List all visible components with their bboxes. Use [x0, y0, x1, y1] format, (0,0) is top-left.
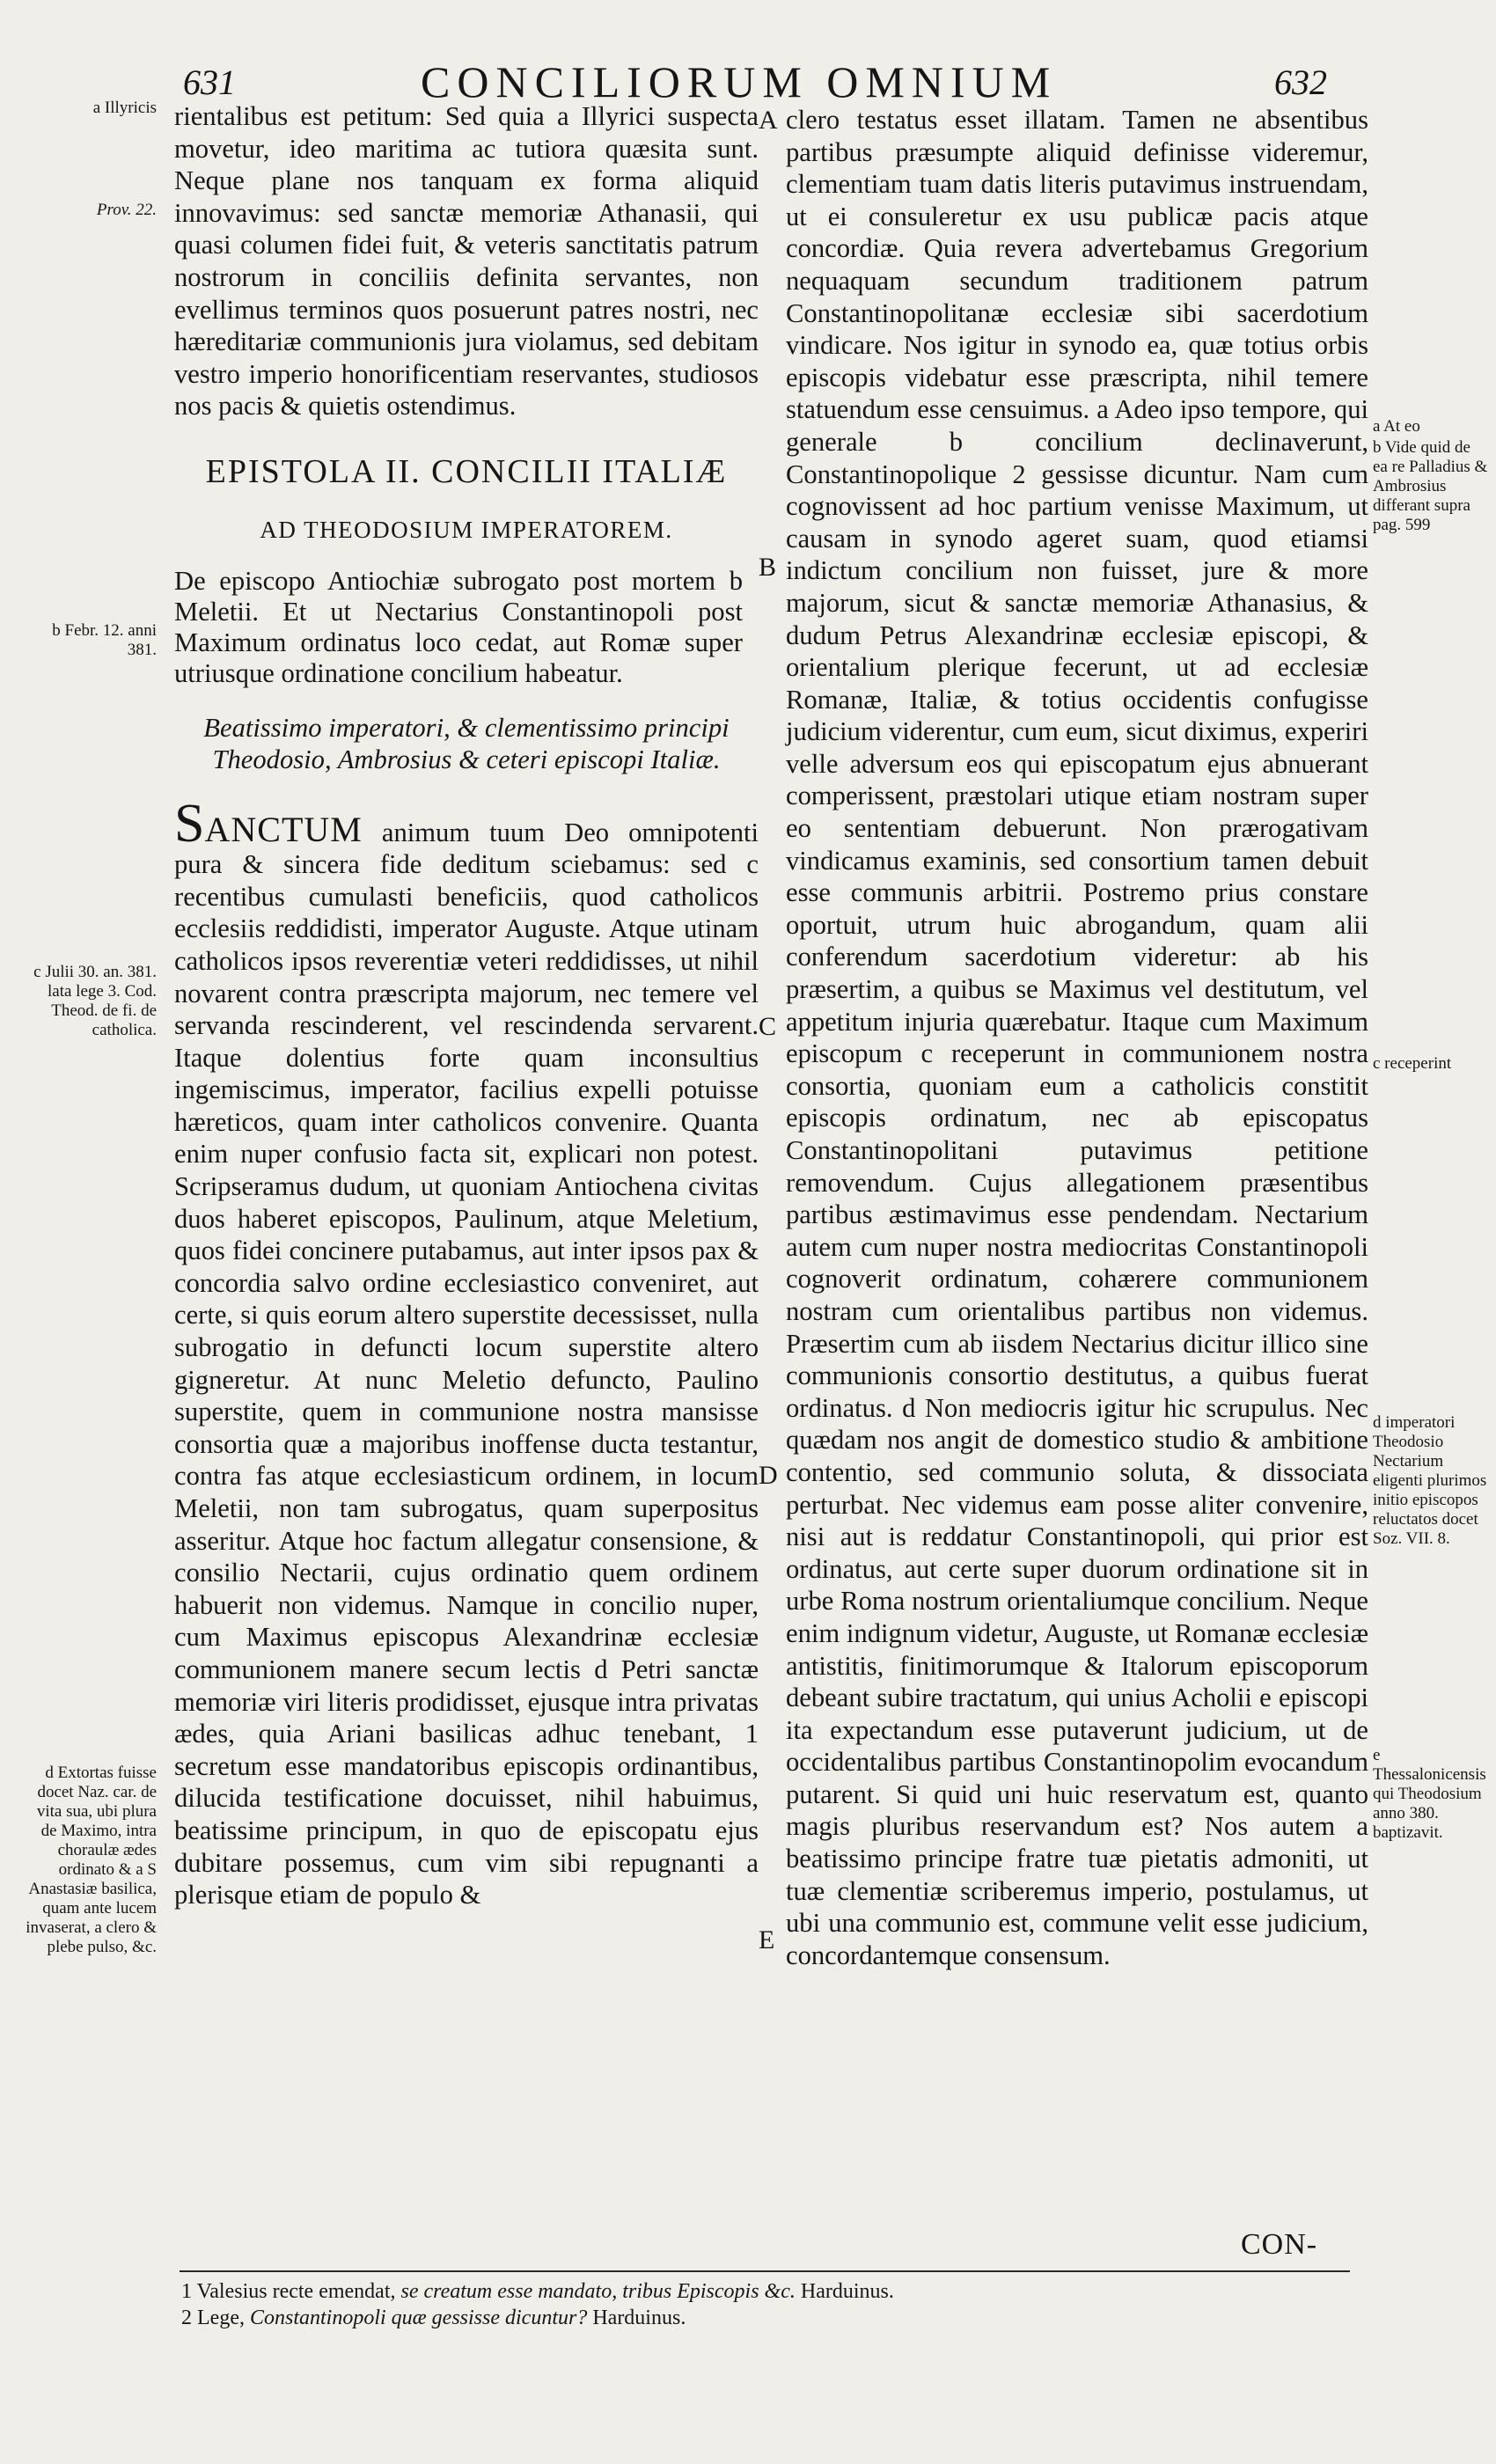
- section-label-c: C: [759, 1012, 777, 1041]
- footnote-number: 1: [181, 2280, 192, 2303]
- page-number-left: 631: [183, 62, 236, 102]
- right-column-text: clero testatus esset illatam. Tamen ne absentibus partibus præsumpte aliquid definisse videremur, clementiam tuam datis literis putavimus instruendam, ut ei consuleretur ex usu publicæ pacis atque concordiæ. Quia revera advertebamus Gregorium nequaquam secundum traditionem patrum Constantinopolitanæ ecclesiæ sibi sacerdotium vindicare. Nos igitur in synodo ea, quæ totius orbis episcopis videbatur esse præscripta, nihil temere statuendum esse censuimus. a Adeo ipso tempore, qui generale b concilium declinaverunt, Constantinopolique 2 gessisse dicuntur. Nam cum cognovissent ad hoc partium venisse Maximum, ut causam in synodo ageret suam, quod etiamsi indictum concilium non fuisset, jure & more majorum, sicut & sanctæ memoriæ Athanasius, & dudum Petrus Alexandrinæ ecclesiæ episcopi, & orientalium plerique fecerunt, ut ad ecclesiæ Romanæ, Italiæ, & totius occidentis confugisse judicium viderentur, cum eum, sicut diximus, experiri velle adversum eos qui episcopatum ejus abnuerant comperissent, præstolari utique etiam nostram super eo sententiam debuerunt. Non prærogativam vindicamus examinis, sed consortium tamen debuit esse communis arbitrii. Postremo prius constare oportuit, utrum huic abrogandum, quam alii conferendum sacerdotium videretur: ab his præsertim, a quibus se Maximus vel destitutum, vel appetitum injuria quærebatur. Itaque cum Maximum episcopum c receperunt in communionem nostra consortia, quoniam eum a catholicis constitit episcopis ordinatum, nec ab episcopatus Constantinopolitani putavimus petitione removendum. Cujus allegationem præsentibus partibus æstimavimus esse pendendam. Nectarium autem cum nuper nostra mediocritas Constantinopoli cognoverit ordinatum, cohærere communionem nostram cum orientalibus partibus non videmus. Præsertim cum ab iisdem Nectarius dicitur illico sine communionis consortio destitutus, a quibus fuerat ordinatus. d Non mediocris igitur hic scrupulus. Nec quædam nos angit de domestico studio & ambitione contentio, sed communio soluta, & dissociata perturbat. Nec videmus eam posse aliter convenire, nisi aut is reddatur Constantinopoli, qui prior est ordinatus, aut certe super duorum ordinatione sit in urbe Roma nostrum orientaliumque concilium. Neque enim indignum videtur, Auguste, ut Romanæ ecclesiæ antistitis, finitimorumque & Italorum episcoporum debeant subire tractatum, qui unius Acholii e episcopi ita expectandum esse putaverunt judicium, ut de occidentalibus partibus Constantinopolim evocandum putarent. Si quid uni huic reservatum est, quanto magis pluribus reservandum est? Nos autem a beatissimo principe fratre tuæ pietatis admoniti, ut tuæ clementiæ scriberemus imperio, postulamus, ut ubi una communio est, commune velit esse judicium, concordantemque consensum.: [786, 105, 1368, 1970]
- left-column: [174, 100, 759, 1911]
- margin-note-left: b Febr. 12. anni 381.: [52, 621, 157, 659]
- body-text: animum tuum Deo omnipotenti pura & sincera fide deditum sciebamus: sed c recentibus cumulasti beneficiis, quod catholicos ecclesiis reddidisti, imperator Auguste. Atque utinam catholicos ipsos reverentiæ veteri reddidisses, ut nihil novarent contra præscripta majorum, nec temere vel servanda rescinderent, vel rescindenda servarent. Itaque dolentius forte quam inconsultius ingemiscimus, imperator, facilius expelli potuisse hæreticos, quam inter catholicos convenire. Quanta enim nuper confusio facta sit, explicari non potest. Scripseramus dudum, ut quoniam Antiochena civitas duos haberet episcopos, Paulinum, atque Meletium, quos fidei concinere putabamus, aut inter ipsos pax & concordia salvo ordine ecclesiastico conveniret, aut certe, si quis eorum altero superstite decessisset, nulla subrogatio in defuncti locum superstite altero gigneretur. At nunc Meletio defuncto, Paulino superstite, quem in communione nostra mansisse consortia quæ a majoribus inoffense ducta testantur, contra fas atque ecclesiasticum ordinem, in locum Meletii, non tam subrogatus, quam superpositus asseritur. Atque hoc factum allegatur consensione, & consilio Nectarii, cujus ordinatio quem ordinem habuerit non videmus. Namque in concilio nuper, cum Maximus episcopus Alexandrinæ ecclesiæ communionem manere secum lectis d Petri sanctæ memoriæ viri literis prodidisset, ejusque intra privatas ædes, quia Ariani basilicas adhuc tenebant, 1 secretum esse mandatoribus episcopis ordinantibus, dilucida testificatione docuisset, nihil habuimus, beatissime principum, in quo de episcopatu ejus dubitare possemus, cum vim sibi repugnanti a plerisque etiam de populo &: [174, 817, 759, 1910]
- right-column: [786, 104, 1368, 1971]
- margin-note-right: d imperatori Theodosio Nectarium eligenti plurimos initio episcopos reluctatos docet Soz. VII. 8.: [1373, 1413, 1487, 1548]
- initial-letter: S: [174, 793, 205, 854]
- footnote-suffix: Harduinus.: [800, 2280, 894, 2303]
- footnote-number: 2: [181, 2306, 192, 2329]
- footnote-prefix: Lege,: [197, 2306, 245, 2329]
- section-label-e: E: [759, 1925, 775, 1954]
- page-number-right: 632: [1274, 62, 1327, 102]
- body-paragraph: [174, 793, 759, 1911]
- section-label-d: D: [759, 1461, 778, 1490]
- margin-note-right: c receperint: [1373, 1054, 1452, 1073]
- margin-note-right: b Vide quid de ea re Palladius & Ambrosius differant supra pag. 599: [1373, 438, 1488, 534]
- margin-note-left: c Julii 30. an. 381. lata lege 3. Cod. Theod. de fi. de catholica.: [33, 963, 157, 1039]
- salutation: Beatissimo imperatori, & clementissimo principi Theodosio, Ambrosius & ceteri episcopi Italiæ.: [203, 712, 730, 774]
- footnote-italic: Constantinopoli quæ gessisse dicuntur?: [249, 2306, 588, 2329]
- margin-note-left: a Illyricis: [92, 99, 157, 117]
- catchword: CON-: [1241, 2228, 1318, 2261]
- epistle-address: AD THEODOSIUM IMPERATOREM.: [260, 516, 673, 543]
- footnote-prefix: Valesius recte emendat,: [196, 2280, 396, 2303]
- margin-note-right: e Thessalonicensis qui Theodosium anno 380. baptizavit.: [1373, 1746, 1486, 1842]
- footnote-suffix: Harduinus.: [592, 2306, 686, 2329]
- section-label-b: B: [759, 553, 777, 582]
- epistle-title: EPISTOLA II. CONCILII ITALIÆ: [205, 452, 728, 490]
- epistle-summary: De episcopo Antiochiæ subrogato post mortem b Meletii. Et ut Nectarius Constantinopoli post Maximum ordinatus loco cedat, aut Romæ super utriusque ordinatione concilium habeatur.: [174, 565, 743, 688]
- margin-note-right: a At eo: [1373, 417, 1420, 436]
- first-word: ANCTUM: [204, 809, 363, 849]
- footnote-rule: [180, 2270, 1350, 2272]
- running-title: CONCILIORUM OMNIUM: [421, 57, 1058, 106]
- margin-note-left: Prov. 22.: [96, 201, 157, 219]
- footnote: [181, 2306, 1352, 2330]
- footnote-italic: se creatum esse mandato, tribus Episcopis &c.: [400, 2280, 796, 2303]
- margin-note-left: d Extortas fuisse docet Naz. car. de vita sua, ubi plura de Maximo, intra choraulæ ædes ordinato & a S Anastasiæ basilica, quam ante lucem invaserat, a clero & plebe pulso, &c.: [26, 1764, 157, 1956]
- intro-paragraph: rientalibus est petitum: Sed quia a Illyrici suspecta movetur, ideo maritima ac tutiora quæsita sunt. Neque plane nos tanquam ex forma aliquid innovavimus: sed sanctæ memoriæ Athanasii, qui quasi columen fidei fuit, & veteris sanctitatis patrum nostrorum in conciliis definita servantes, non evellimus terminos quos posuerunt patres nostri, nec hæreditariæ communionis jura violamus, sed debitam vestro imperio honorificentiam reservantes, studiosos nos pacis & quietis ostendimus.: [174, 101, 759, 422]
- section-label-a: A: [759, 106, 778, 135]
- footnote: [181, 2279, 1352, 2304]
